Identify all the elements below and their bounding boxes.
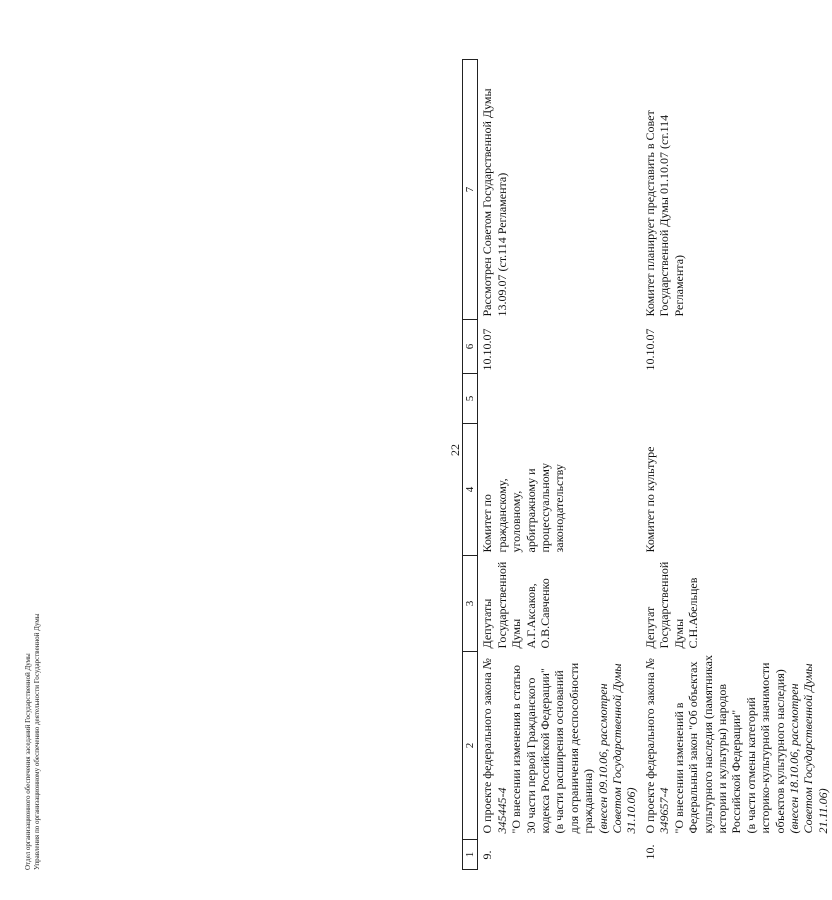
bill-intro <box>480 655 509 834</box>
bill-description <box>478 652 641 840</box>
bills-table <box>462 59 832 870</box>
date: 10.10.07 <box>642 328 657 371</box>
row-number: 10. <box>642 844 657 860</box>
column-5-cell <box>641 374 832 424</box>
status: Рассмотрен Советом Государственной Думы 13.09.07 (ст.114 Регламента) <box>480 88 509 317</box>
footer-line-1: Отдел организационного обеспечения заседаний Государственной Думы <box>24 653 32 870</box>
table-row <box>641 60 832 870</box>
bill-number: № 345445-4 <box>480 658 509 834</box>
column-header-7: 7 <box>463 60 478 320</box>
initiator: Депутаты Государственной Думы А.Г.Аксаков, О.В.Савченко <box>480 561 553 649</box>
committee: Комитет по гражданскому, уголовному, арбитражному и процессуальному законодательству <box>480 463 567 553</box>
column-header-3: 3 <box>463 556 478 652</box>
date: 10.10.07 <box>480 328 495 371</box>
bill-number: № 349657-4 <box>642 658 672 834</box>
bill-scope: (в части отмены категорий историко-культурной значимости объектов культурного наследия) <box>743 662 787 834</box>
column-header-1: 1 <box>463 840 478 870</box>
bill-description <box>641 652 832 840</box>
bill-scope: (в части расширения оснований для ограничения дееспособности гражданина) <box>552 662 596 834</box>
footer-line-2: Управления по организационному обеспечению деятельности Государственной Думы <box>33 613 41 870</box>
row-number: 9. <box>480 850 495 860</box>
page-number: 22 <box>448 444 462 456</box>
bill-title: "О внесении изменений в Федеральный закон "Об объектах культурного наследия (памятниках истории и культуры) народов Российской Федерации" <box>671 655 744 834</box>
column-header-5: 5 <box>463 374 478 424</box>
initiator: Депутат Государственной Думы С.Н.Абельцев <box>642 561 701 649</box>
bill-intro-text: О проекте федерального закона <box>642 669 657 834</box>
column-header-2: 2 <box>463 652 478 840</box>
bill-intro <box>643 655 672 834</box>
bill-note: (внесен 09.10.06, рассмотрен Советом Государственной Думы 31.10.06) <box>595 663 639 834</box>
table-row <box>478 60 641 870</box>
column-header-6: 6 <box>463 320 478 374</box>
bill-note: (внесен 18.10.06, рассмотрен Советом Государственной Думы 21.11.06) <box>786 663 830 834</box>
bill-intro-text: О проекте федерального закона <box>480 669 495 834</box>
column-header-4: 4 <box>463 424 478 556</box>
bill-title: "О внесении изменения в статью 30 части первой Гражданского кодекса Российской Федерации" <box>509 665 553 834</box>
committee: Комитет по культуре <box>642 446 657 553</box>
status: Комитет планирует представить в Совет Государственной Думы 01.10.07 (ст.114 Регламента) <box>642 110 686 317</box>
header-row <box>463 60 478 870</box>
column-5-cell <box>478 374 641 424</box>
footer <box>24 614 42 870</box>
